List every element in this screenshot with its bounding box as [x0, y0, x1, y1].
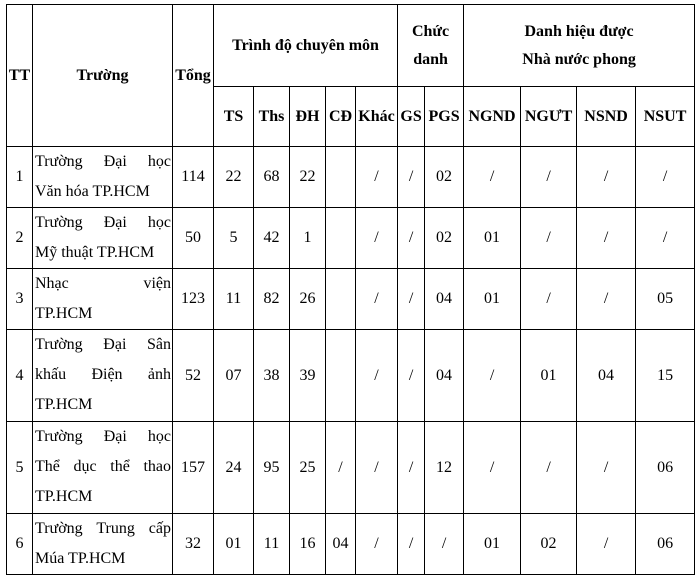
cell-tt: 5	[7, 422, 33, 514]
cell-cd	[326, 208, 356, 269]
cell-khac: /	[356, 514, 398, 575]
cell-ts: 01	[214, 514, 254, 575]
col-header-cd: CĐ	[326, 87, 356, 147]
cell-tong: 32	[173, 514, 214, 575]
col-header-dh: ĐH	[290, 87, 326, 147]
col-header-tong: Tổng	[173, 5, 214, 147]
cell-nsnd: /	[577, 514, 636, 575]
cell-ngut: 01	[521, 330, 577, 422]
cell-school-name	[33, 422, 173, 514]
cell-ths: 42	[254, 208, 290, 269]
cell-dh: 1	[290, 208, 326, 269]
school-name-line: Trường Đại học	[35, 153, 171, 170]
group-header-danh-hieu	[464, 5, 695, 87]
cell-khac: /	[356, 269, 398, 330]
cell-ngut: /	[521, 269, 577, 330]
col-header-ts: TS	[214, 87, 254, 147]
cell-ngnd: 01	[464, 208, 521, 269]
school-name-line: Văn hóa TP.HCM	[35, 183, 150, 200]
cell-dh: 25	[290, 422, 326, 514]
cell-tt: 4	[7, 330, 33, 422]
cell-nsnd: /	[577, 208, 636, 269]
cell-school-name	[33, 269, 173, 330]
col-header-pgs: PGS	[425, 87, 464, 147]
school-name-line: khấu Điện ảnh	[35, 366, 171, 383]
cell-ts: 24	[214, 422, 254, 514]
cell-nsut: 15	[636, 330, 695, 422]
cell-ngut: 02	[521, 514, 577, 575]
cell-tt: 2	[7, 208, 33, 269]
table-body	[7, 147, 695, 575]
cell-pgs: 12	[425, 422, 464, 514]
table-row	[7, 208, 695, 269]
cell-ngut: /	[521, 147, 577, 208]
cell-ths: 38	[254, 330, 290, 422]
col-header-gs: GS	[398, 87, 425, 147]
table-row	[7, 269, 695, 330]
school-name-line: Nhạc viện	[35, 275, 171, 292]
cell-ts: 07	[214, 330, 254, 422]
cell-cd	[326, 330, 356, 422]
cell-dh: 16	[290, 514, 326, 575]
table-row	[7, 330, 695, 422]
school-name-line: Mỹ thuật TP.HCM	[35, 244, 155, 261]
cell-ts: 22	[214, 147, 254, 208]
cell-ts: 5	[214, 208, 254, 269]
table-row	[7, 514, 695, 575]
schools-table	[6, 4, 695, 575]
cell-gs: /	[398, 208, 425, 269]
cell-dh: 26	[290, 269, 326, 330]
cell-gs: /	[398, 269, 425, 330]
cell-ths: 95	[254, 422, 290, 514]
cell-tt: 6	[7, 514, 33, 575]
col-header-ngnd: NGND	[464, 87, 521, 147]
cell-ts: 11	[214, 269, 254, 330]
table-row	[7, 147, 695, 208]
cell-ngut: /	[521, 422, 577, 514]
school-name-line: Trường Đại Sân	[35, 336, 171, 353]
cell-pgs: 04	[425, 330, 464, 422]
cell-nsut: 06	[636, 422, 695, 514]
cell-gs: /	[398, 147, 425, 208]
cell-pgs: /	[425, 514, 464, 575]
cell-tong: 50	[173, 208, 214, 269]
cell-nsut: /	[636, 147, 695, 208]
cell-dh: 39	[290, 330, 326, 422]
cell-tong: 52	[173, 330, 214, 422]
group-header-chuc-danh	[398, 5, 464, 87]
cell-ngnd: /	[464, 330, 521, 422]
cell-khac: /	[356, 330, 398, 422]
cell-pgs: 02	[425, 208, 464, 269]
cell-pgs: 02	[425, 147, 464, 208]
cell-ngnd: /	[464, 422, 521, 514]
cell-nsnd: /	[577, 269, 636, 330]
cell-ths: 11	[254, 514, 290, 575]
cell-nsut: /	[636, 208, 695, 269]
chuc-danh-line2: danh	[413, 50, 448, 68]
cell-tt: 1	[7, 147, 33, 208]
school-name-line: Múa TP.HCM	[35, 550, 126, 567]
cell-cd: 04	[326, 514, 356, 575]
table-row	[7, 422, 695, 514]
col-header-ngut: NGƯT	[521, 87, 577, 147]
school-name-line: Trường Đại học	[35, 214, 171, 231]
cell-ngnd: 01	[464, 269, 521, 330]
school-name-line: Thể dục thể thao	[35, 458, 171, 475]
cell-gs: /	[398, 422, 425, 514]
cell-cd	[326, 269, 356, 330]
cell-khac: /	[356, 422, 398, 514]
cell-cd	[326, 147, 356, 208]
chuc-danh-line1: Chức	[411, 22, 450, 40]
school-name-line: TP.HCM	[35, 305, 93, 322]
cell-tong: 123	[173, 269, 214, 330]
cell-tong: 157	[173, 422, 214, 514]
cell-pgs: 04	[425, 269, 464, 330]
cell-ngut: /	[521, 208, 577, 269]
col-header-khac: Khác	[356, 87, 398, 147]
cell-tt: 3	[7, 269, 33, 330]
cell-school-name	[33, 147, 173, 208]
cell-nsut: 06	[636, 514, 695, 575]
col-header-ths: Ths	[254, 87, 290, 147]
cell-ngnd: 01	[464, 514, 521, 575]
school-name-line: Trường Đại học	[35, 428, 171, 445]
cell-ths: 82	[254, 269, 290, 330]
cell-cd: /	[326, 422, 356, 514]
danh-hieu-line2: Nhà nước phong	[522, 50, 636, 68]
cell-gs: /	[398, 330, 425, 422]
cell-khac: /	[356, 208, 398, 269]
cell-nsut: 05	[636, 269, 695, 330]
col-header-nsut: NSUT	[636, 87, 695, 147]
school-name-line: TP.HCM	[35, 396, 93, 413]
cell-tong: 114	[173, 147, 214, 208]
cell-khac: /	[356, 147, 398, 208]
cell-school-name	[33, 330, 173, 422]
cell-dh: 22	[290, 147, 326, 208]
cell-nsnd: /	[577, 147, 636, 208]
danh-hieu-line1: Danh hiệu được	[524, 22, 634, 40]
group-header-trinh-do: Trình độ chuyên môn	[214, 5, 398, 87]
cell-nsnd: /	[577, 422, 636, 514]
cell-school-name	[33, 208, 173, 269]
school-name-line: TP.HCM	[35, 488, 93, 505]
cell-ths: 68	[254, 147, 290, 208]
cell-ngnd: /	[464, 147, 521, 208]
cell-nsnd: 04	[577, 330, 636, 422]
col-header-tt: TT	[7, 5, 33, 147]
school-name-line: Trường Trung cấp	[35, 520, 171, 537]
cell-school-name	[33, 514, 173, 575]
cell-gs: /	[398, 514, 425, 575]
col-header-nsnd: NSND	[577, 87, 636, 147]
col-header-truong: Trường	[33, 5, 173, 147]
